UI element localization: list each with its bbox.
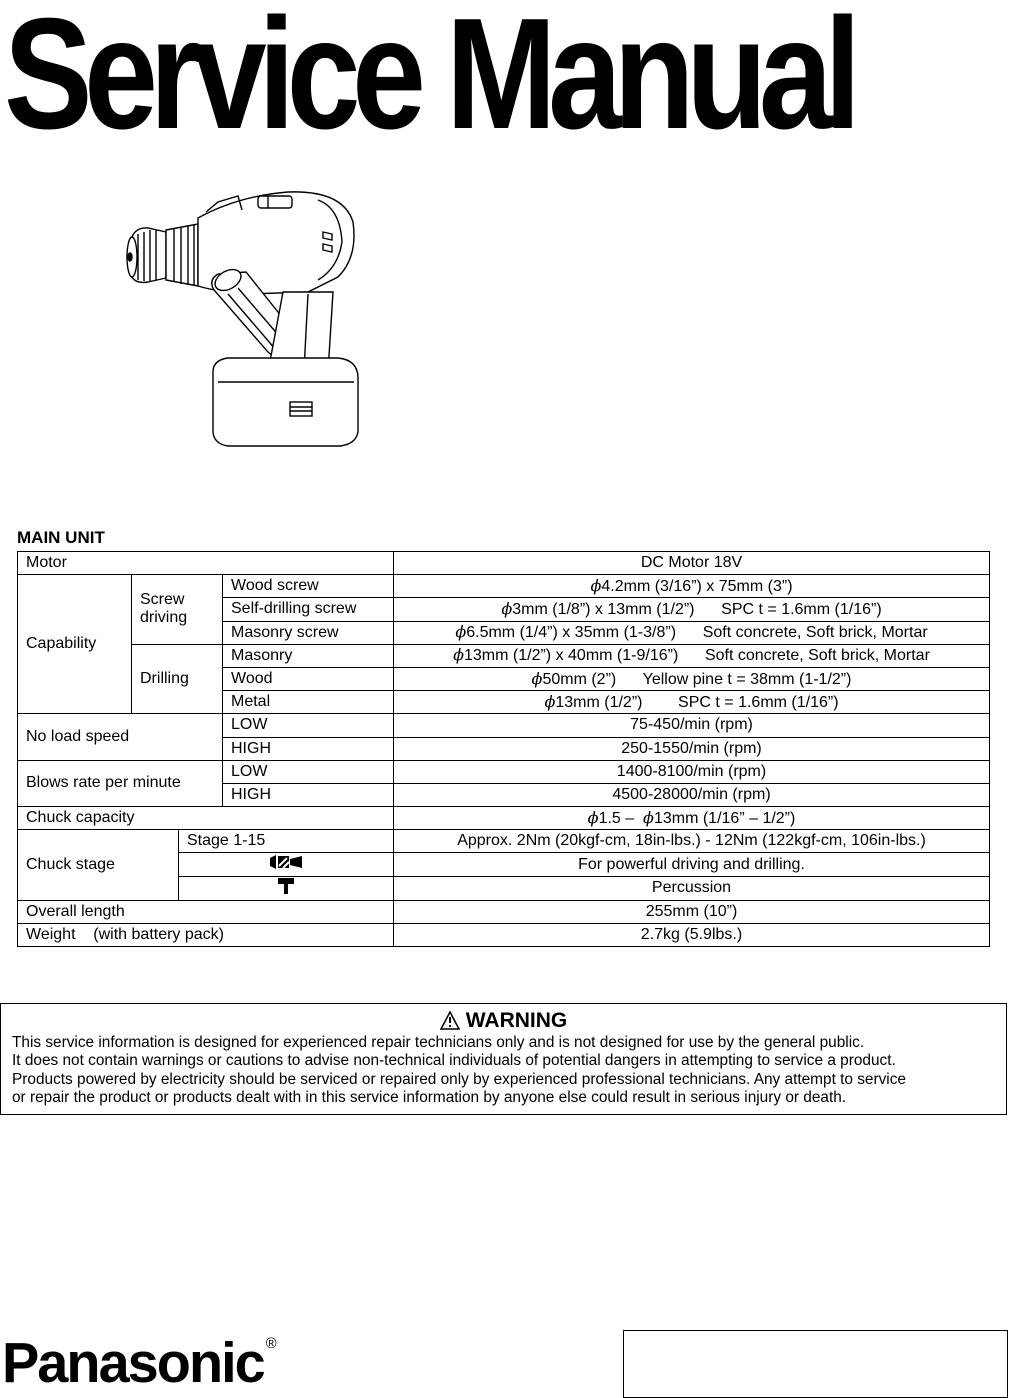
phi-symbol: ϕ	[544, 691, 556, 711]
spec-value-text: 4.2mm (3/16”) x 75mm (3”)	[601, 577, 793, 595]
table-row	[18, 552, 990, 575]
table-row	[18, 830, 990, 853]
registered-mark: ®	[265, 1335, 275, 1352]
phi-symbol: ϕ	[501, 598, 513, 618]
warning-line: It does not contain warnings or cautions to advise non-technical individuals of potential dangers in attempting to service a product.	[12, 1052, 896, 1070]
spec-item: Masonry	[223, 644, 394, 667]
spec-table	[17, 551, 990, 947]
spec-label: Weight (with battery pack)	[18, 923, 394, 946]
spec-value	[394, 575, 990, 598]
spec-value-text: 3mm (1/8”) x 13mm (1/2”) SPC t = 1.6mm (1/16”)	[512, 600, 882, 618]
brand-logo	[2, 1330, 275, 1396]
spec-value: DC Motor 18V	[394, 552, 990, 575]
spec-item: Self-drilling screw	[223, 598, 394, 621]
phi-symbol: ϕ	[455, 622, 467, 642]
spec-value: Approx. 2Nm (20kgf-cm, 18in-lbs.) - 12Nm (122kgf-cm, 106in-lbs.)	[394, 830, 990, 853]
spec-value	[394, 598, 990, 621]
spec-value-text: 1.5 –	[598, 809, 644, 827]
spec-item: LOW	[223, 714, 394, 737]
warning-line: or repair the product or products dealt with in this service information by anyone else could result in serious injury or death.	[12, 1089, 847, 1107]
spec-item: Wood screw	[223, 575, 394, 598]
spec-label: Capability	[18, 575, 132, 714]
info-box	[623, 1330, 1008, 1398]
spec-item: Masonry screw	[223, 621, 394, 644]
spec-item: Wood	[223, 667, 394, 690]
phi-symbol: ϕ	[587, 807, 599, 827]
spec-label: Blows rate per minute	[18, 760, 223, 806]
table-row	[18, 807, 990, 830]
hammer-icon	[277, 877, 295, 895]
spec-value: 1400-8100/min (rpm)	[394, 760, 990, 783]
spec-item: HIGH	[223, 737, 394, 760]
table-row	[18, 923, 990, 946]
warning-heading-text: WARNING	[465, 1009, 568, 1032]
spec-label: No load speed	[18, 714, 223, 760]
spec-sublabel	[132, 575, 223, 645]
brand-name: Panasonic	[2, 1331, 264, 1395]
spec-value-text: 13mm (1/16” – 1/2”)	[653, 809, 796, 827]
spec-value-text: 13mm (1/2”) SPC t = 1.6mm (1/16”)	[555, 693, 839, 711]
spec-label: Chuck capacity	[18, 807, 394, 830]
spec-sublabel-line: driving	[140, 609, 188, 627]
phi-symbol: ϕ	[453, 645, 464, 665]
section-title: MAIN UNIT	[17, 528, 105, 547]
spec-item: LOW	[223, 760, 394, 783]
hammer-mode-icon	[179, 876, 394, 900]
spec-label: Chuck stage	[18, 830, 179, 900]
phi-symbol: ϕ	[590, 575, 602, 595]
spec-sublabel-line: Screw	[140, 591, 185, 609]
table-row	[18, 644, 990, 667]
table-row	[18, 900, 990, 923]
spec-sublabel: Drilling	[132, 644, 223, 714]
spec-value: 255mm (10”)	[394, 900, 990, 923]
table-row	[18, 575, 990, 598]
page-title: Service Manual	[4, 0, 853, 162]
spec-label: Overall length	[18, 900, 394, 923]
spec-item: Metal	[223, 691, 394, 714]
spec-value	[394, 807, 990, 830]
drill-mode-icon	[179, 853, 394, 876]
table-row	[18, 714, 990, 737]
spec-value: Percussion	[394, 876, 990, 900]
spec-label: Motor	[18, 552, 394, 575]
drill-mode-icon	[269, 854, 303, 870]
spec-value: For powerful driving and drilling.	[394, 853, 990, 876]
drill-illustration	[118, 182, 368, 452]
phi-symbol: ϕ	[643, 807, 654, 827]
warning-line: Products powered by electricity should be serviced or repaired only by experienced professional technicians. Any attempt to service	[12, 1070, 906, 1088]
spec-value-text: 50mm (2”) Yellow pine t = 38mm (1-1/2”)	[542, 670, 852, 688]
spec-value: 250-1550/min (rpm)	[394, 737, 990, 760]
spec-value	[394, 644, 990, 667]
spec-value	[394, 667, 990, 690]
spec-value	[394, 621, 990, 644]
warning-triangle-icon	[440, 1011, 460, 1030]
warning-line: This service information is designed for experienced repair technicians only and is not designed for use by the general public.	[12, 1034, 865, 1051]
phi-symbol: ϕ	[531, 668, 543, 688]
spec-value: 2.7kg (5.9lbs.)	[394, 923, 990, 946]
warning-box	[0, 1003, 1007, 1115]
spec-value: 75-450/min (rpm)	[394, 714, 990, 737]
table-row	[18, 760, 990, 783]
spec-item: HIGH	[223, 783, 394, 806]
warning-heading	[12, 1008, 995, 1034]
spec-value	[394, 691, 990, 714]
spec-value: 4500-28000/min (rpm)	[394, 783, 990, 806]
spec-item: Stage 1-15	[179, 830, 394, 853]
spec-value-text: 13mm (1/2”) x 40mm (1-9/16”) Soft concrete, Soft brick, Mortar	[464, 647, 930, 665]
spec-value-text: 6.5mm (1/4”) x 35mm (1-3/8”) Soft concrete, Soft brick, Mortar	[466, 624, 928, 642]
